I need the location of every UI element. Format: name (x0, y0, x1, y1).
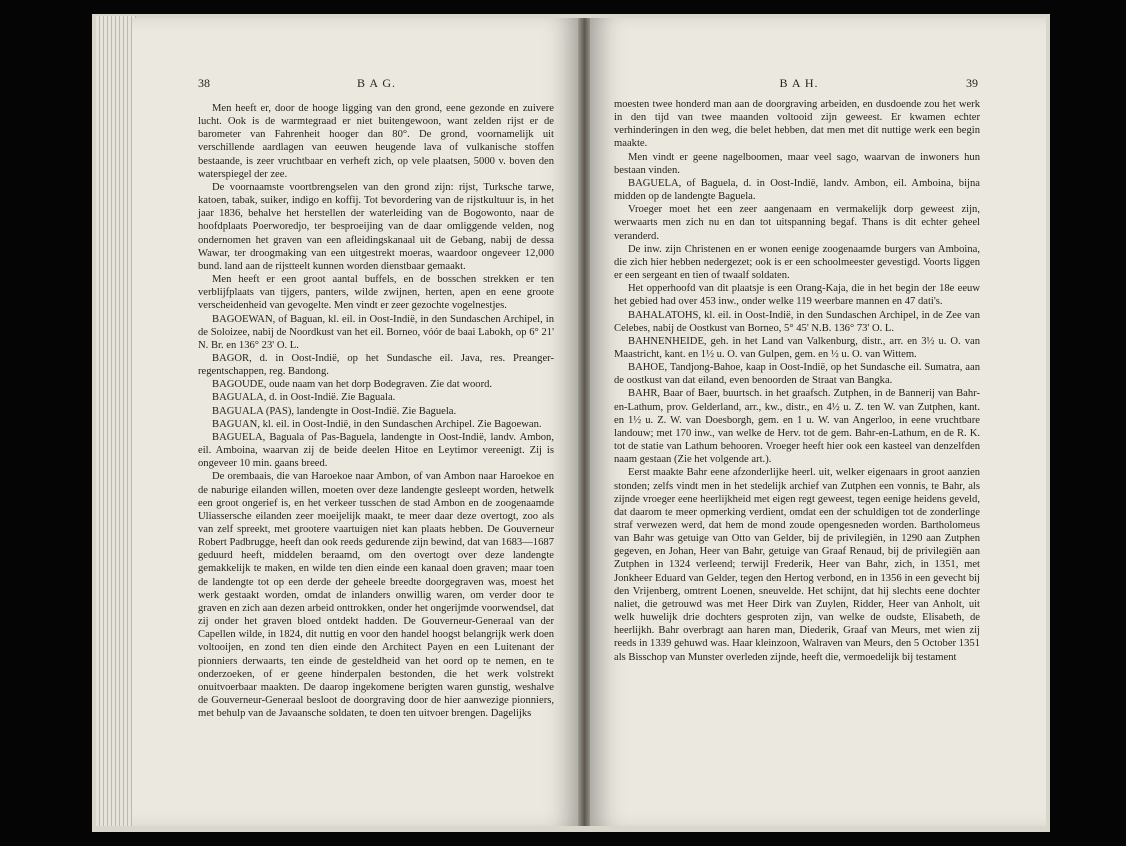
entry-baguan: BAGUAN, kl. eil. in Oost-Indië, in den Sundaschen Archipel. Zie Bagoewan. (212, 418, 542, 430)
entry-baguela: BAGUELA, Baguala of Pas-Baguela, landengte in Oost-Indië, landv. Ambon, eil. Amboina, waarvan zij de beide deelen Hitoe en Leytimor vereenigt. Zij is ongeveer 10 min. gaans breed. (198, 431, 554, 470)
paragraph: Men heeft er, door de hooge ligging van den grond, eene gezonde en zuivere lucht. Ook is de warmtegraad er niet buitengewoon, want zelden rijst er de barometer van Fahrenheit hooger dan 80°. De grond, voornamelijk uit verschillende aardlagen van eeuwen heugende lava of vulkanische stoffen bestaande, is zeer vruchtbaar en verheft zich, op vele plaatsen, 5000 v. boven den waterspiegel der zee. (198, 103, 554, 180)
entry-bahnenheide: BAHNENHEIDE, geh. in het Land van Valkenburg, distr., arr. en 3½ u. O. van Maastricht, kant. en 1½ u. O. van Gulpen, gem. en ½ u. O. van Wittem. (614, 335, 980, 360)
entry-baguala-pas: BAGUALA (PAS), landengte in Oost-Indië. Zie Baguela. (212, 405, 457, 417)
paragraph: De orembaais, die van Haroekoe naar Ambon, of van Ambon naar Haroekoe en de naburige eilanden willen, moeten over deze landengte gesleept worden, hetwelk een groot ongerief is, en het verkeer tusschen de stad Ambon en de zoogenaamde Uliassersche eilanden zeer moeijelijk maakt, te meer daar deze overtogt, zoo als van zelf spreekt, met grootere vaartuigen niet kan plaats hebben. De Gouverneur Robert Padbrugge, heeft dan ook reeds gedurende zijn bewind, dat van 1683—1687 geduurd heeft, middelen beraamd, om den overtogt over deze landengte gemakkelijk te maken, en wilde ten dien einde een kanaal doen graven; maar toen de landengte tot op een derde der geheele breedte doorgegraven was, moest het werk gestaakt worden, omdat de inlanders onwillig waren, om verder door te graven en zich aan dezen arbeid onttrokken, onder het ongerijmde voorwendsel, dat zij onder het graven bloed ontdekt hadden. De Gouverneur-Generaal van der Capellen wilde, in 1824, dit nuttig en voor den handel hoogst belangrijk werk doen voltooijen, en zond ten dien einde den Architect Payen en een Luitenant der pionniers derwaarts, ten einde de gesteldheid van het oord op te nemen, en te onderzoeken, of er geene hinderpalen bestonden, die het werk volstrekt onuitvoerbaar maakten. De daarop ingekomene berigten waren gunstig, weshalve de Gouverneur-Generaal besloot de doorgraving door de hier aanwezige pionniers, met behulp van de Javaansche soldaten, te doen ten uitvoer brengen. Dagelijks (198, 471, 554, 720)
page-edges (96, 16, 136, 826)
paragraph: moesten twee honderd man aan de doorgraving arbeiden, en dusdoende zou het werk in den tijd van twee maanden voltooid zijn geweest. Er kwamen echter verhinderingen in den weg, die belet hebben, dat men met dit nuttige werk een begin maakte. (614, 99, 980, 150)
paragraph: De voornaamste voortbrengselen van den grond zijn: rijst, Turksche tarwe, katoen, tabak, suiker, indigo en koffij. Tot bevordering van de rijstkultuur is, in het jaar 1836, behalve het herstellen der waterleiding van de Bogowonto, naar de hoofdplaats Poerworedjo, ter besproeijing van de daar omliggende velden, nog ondernomen het graven van een afleidingskanaal uit de Gebang, nabij de dessa Wawar, ter droogmaking van een uitgestrekt moeras, waardoor ongeveer 12,000 bund. land aan de rijstteelt kunnen worden dienstbaar gemaakt. (198, 181, 554, 272)
right-page (590, 18, 1046, 826)
right-running-head: B A H. (779, 76, 819, 90)
entry-baguala: BAGUALA, d. in Oost-Indië. Zie Baguala. (212, 392, 396, 404)
entry-bahoe: BAHOE, Tandjong-Bahoe, kaap in Oost-Indië, op het Sundasche eil. Sumatra, aan de oostkust van dat eiland, even benoorden de Straat van Bangka. (614, 362, 980, 387)
left-page-header (198, 76, 555, 94)
paragraph: Men heeft er een groot aantal buffels, en de bosschen strekken er ten verblijfplaats van tijgers, panters, wilde zwijnen, herten, apen en eene groote verscheidenheid van gevogelte. Men vindt er zeer gezochte vogelnestjes. (198, 274, 554, 312)
entry-bahalatohs: BAHALATOHS, kl. eil. in Oost-Indië, in den Sundaschen Archipel, in de Zee van Celebes, nabij de Oostkust van Borneo, 5° 45' N.B. 136° 73' O. L. (614, 309, 980, 334)
paragraph: De inw. zijn Christenen en er wonen eenige zoogenaamde burgers van Amboina, die zich hier hebben nedergezet; ook is er een schoolmeester gevestigd. Voorts liggen er een sergeant en tien of twaalf soldaten. (614, 243, 980, 282)
entry-bahr: BAHR, Baar of Baer, buurtsch. in het graafsch. Zutphen, in de Bannerij van Bahr-en-Lathum, prov. Gelderland, arr., kw., distr., en 4½ u. Z. ten W. van Zutphen, kant. en 1½ u. Z. W. van Doesborgh, gem. en 1 u. W. van Angerloo, in eene vruchtbare landouw; met 170 inw., van welke de Herv. tot de gem. Bahr-en-Lathum, en de R. K. tot de statie van Lathum behooren. Vroeger heeft hier ook een kasteel van denzelfden naam gestaan (Zie het volgende art.). (614, 388, 980, 466)
paragraph: Eerst maakte Bahr eene afzonderlijke heerl. uit, welker eigenaars in groot aanzien stonden; zelfs vindt men in het stedelijk archief van Zutphen een vonnis, te Bahr, als zijnde vroeger eene heerlijkheid met eigen regt geweest, tegen eenige heidens geveld, dat daarom te meer opmerking verdient, omdat een der schuldigen tot de zonderlinge straf verwezen werd, dat hem de mond zoude opengesneden worden. Bartholomeus van Bahr was getuige van Otto van Gelder, bij de privilegiën, in 1290 aan Zutphen gegeven, en Johan, Heer van Bahr, getuige van Graaf Renaud, bij de privilegiën aan Zutphen in 1324 verleend; terwijl Frederik, Heer van Bahr, zich, in 1351, met Jonkheer Eduard van Gelder, tegen den Hertog verbond, en in 1356 in een gevecht bij den Vrijenberg, omtrent Loenen, sneuvelde. Het schijnt, dat hij slechts eene dochter naliet, die getrouwd was met Heer Dirk van Zuylen, Ridder, Heer van Anholt, uit welk huwelijk drie dochters gesproten zijn, van welke de oudste, Elisabeth, de heerlijkh. Bahr overbragt aan haren man, Diederik, Graaf van Meurs, met wien zij reeds in 1339 gehuwd was. Haar kleinzoon, Walraven van Meurs, den 5 October 1351 als Bisschop van Munster overleden zijnde, heeft die, vermoedelijk bij testament (614, 467, 980, 663)
left-running-head: B A G. (356, 76, 396, 90)
paragraph: Vroeger moet het een zeer aangenaam en vermakelijk dorp geweest zijn, werwaarts men zich nu en dan tot uitspanning begaf. Thans is dit echter geheel veranderd. (614, 204, 980, 242)
paragraph: Men vindt er geene nagelboomen, maar veel sago, waarvan de inwoners hun bestaan vinden. (614, 151, 980, 176)
entry-bagoewan: BAGOEWAN, of Baguan, kl. eil. in Oost-Indië, in den Sundaschen Archipel, in de Soloizee, nabij de Noordkust van het eil. Borneo, vóór de baai Labokh, op 6° 21' N. Br. en 136° 23' O. L. (198, 313, 554, 351)
left-page-number: 38 (198, 76, 210, 90)
right-page-header (620, 76, 978, 94)
entry-bagoude: BAGOUDE, oude naam van het dorp Bodegraven. Zie dat woord. (212, 379, 493, 391)
entry-baguela-village: BAGUELA, of Baguela, d. in Oost-Indië, landv. Ambon, eil. Amboina, bijna midden op de landengte Baguela. (614, 177, 980, 203)
left-page (132, 18, 579, 826)
right-page-body (614, 98, 980, 664)
right-page-number: 39 (966, 76, 978, 90)
left-page-body (198, 102, 554, 720)
paragraph: Het opperhoofd van dit plaatsje is een Orang-Kaja, die in het begin der 18e eeuw het gebied had over 453 inw., onder welke 119 weerbare mannen en 47 dati's. (614, 283, 980, 308)
entry-bagor: BAGOR, d. in Oost-Indië, op het Sundasche eil. Java, res. Preanger-regentschappen, reg. Bandong. (198, 352, 554, 378)
